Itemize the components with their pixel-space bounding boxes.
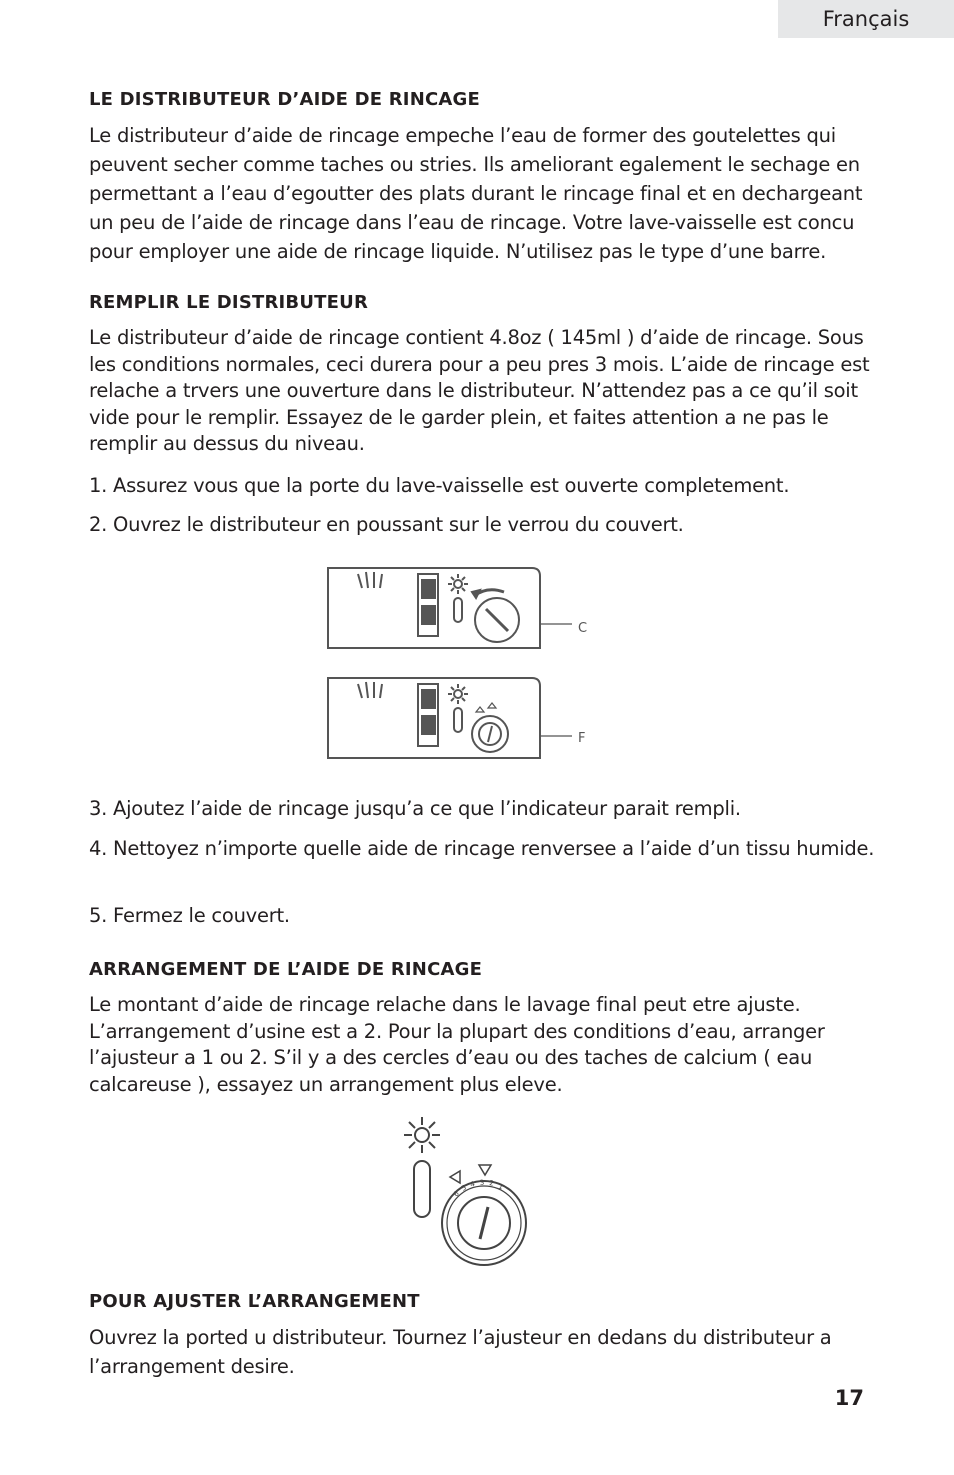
adjuster-diagram bbox=[392, 1113, 537, 1273]
label-open: F bbox=[578, 731, 586, 746]
svg-text:4: 4 bbox=[469, 1179, 476, 1189]
label-closed: C bbox=[578, 621, 588, 636]
svg-text:6: 6 bbox=[452, 1189, 461, 1199]
dispenser-closed-illustration bbox=[328, 568, 572, 648]
dispenser-open-illustration bbox=[328, 678, 572, 758]
language-tab: Français bbox=[778, 0, 954, 38]
step-1: 1. Assurez vous que la porte du lave-vaisselle est ouverte completement. bbox=[89, 474, 790, 497]
step-4: 4. Nettoyez n’importe quelle aide de rincage renversee a l’aide d’un tissu humide. bbox=[89, 837, 875, 860]
rinse-setting-body: Le montant d’aide de rincage relache dans le lavage final peut etre ajuste. L’arrangement d’usine est a 2. Pour la plupart des conditions d’eau, arranger l’ajusteur a 1 ou 2. S’il y a des cercles d’eau ou des taches de calcium ( eau calcareuse ), essayez un arrangement plus eleve. bbox=[89, 993, 825, 1096]
rinse-dispenser-body: Le distributeur d’aide de rincage empeche l’eau de former des goutelettes qui peuvent secher comme taches ou stries. Ils ameliorant egalement le sechage en permettant a l’eau d’egoutter des plats durant le rincage final et en dechargeant un peu de l’aide de rincage dans l’eau de rincage. Votre lave-vaisselle est concu pour employer une aide de rincage liquide. N’utilisez pas le type d’une barre. bbox=[89, 124, 863, 263]
section-title-rinse-setting: ARRANGEMENT DE L’AIDE DE RINCAGE bbox=[89, 959, 483, 980]
dispenser-diagram bbox=[322, 562, 592, 767]
level-indicator-icon bbox=[414, 1161, 430, 1217]
svg-text:3: 3 bbox=[479, 1178, 485, 1187]
pointer-icon bbox=[479, 1165, 491, 1175]
section-title-fill-dispenser: REMPLIR LE DISTRIBUTEUR bbox=[89, 292, 369, 313]
svg-text:2: 2 bbox=[488, 1179, 495, 1188]
step-3: 3. Ajoutez l’aide de rincage jusqu’a ce que l’indicateur parait rempli. bbox=[89, 797, 741, 820]
fill-dispenser-body: Le distributeur d’aide de rincage contient 4.8oz ( 145ml ) d’aide de rincage. Sous les conditions normales, ceci durera pour a peu pres 3 mois. L’aide de rincage est relache a trvers une ouverture dans le distributeur. N’attendez pas a ce qu’il soit vide pour le remplir. Essayez de le garder plein, et faites attention a ne pas le remplir au dessus du niveau. bbox=[89, 326, 870, 455]
step-5: 5. Fermez le couvert. bbox=[89, 904, 290, 927]
step-2: 2. Ouvrez le distributeur en poussant sur le verrou du couvert. bbox=[89, 513, 684, 536]
page-number: 17 bbox=[834, 1386, 864, 1410]
section-title-rinse-dispenser: LE DISTRIBUTEUR D’AIDE DE RINCAGE bbox=[89, 89, 480, 110]
section-title-adjust-setting: POUR AJUSTER L’ARRANGEMENT bbox=[89, 1291, 420, 1312]
arrow-icon bbox=[450, 1171, 460, 1183]
adjust-setting-body: Ouvrez la ported u distributeur. Tournez l’ajusteur en dedans du distributeur a l’arrangement desire. bbox=[89, 1326, 832, 1378]
svg-text:5: 5 bbox=[460, 1183, 468, 1193]
svg-text:1: 1 bbox=[497, 1182, 505, 1192]
sun-icon bbox=[404, 1117, 440, 1153]
